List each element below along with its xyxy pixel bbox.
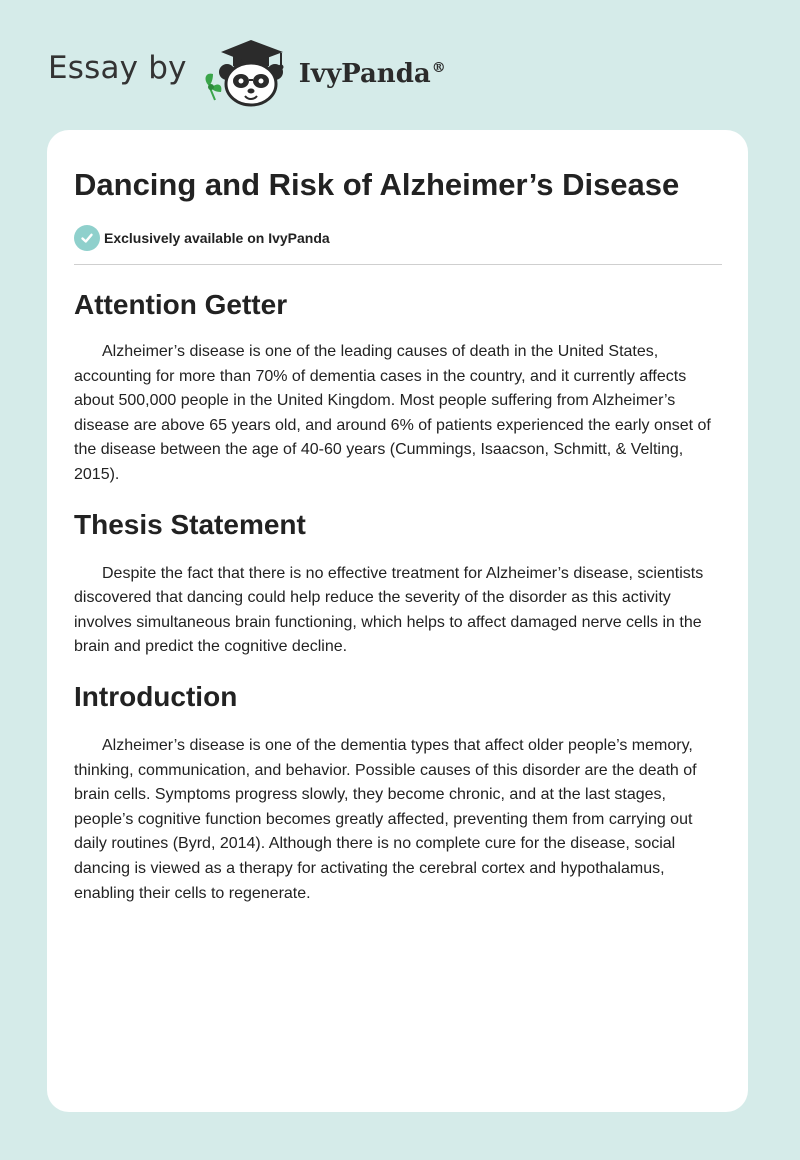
section-thesis-statement: [74, 508, 722, 660]
section-paragraph: Alzheimer’s disease is one of the dementia types that affect older people’s memory, thinking, communication, and behavior. Possible causes of this disorder are the death of brain cells. Symptoms progress slowly, they become chronic, and at the last stages, people’s cognitive function becomes greatly affected, preventing them from carrying out daily routines (Byrd, 2014). Although there is no complete cure for the disease, social dancing is viewed as a therapy for activating the cerebral cortex and hypothalamus, enabling their cells to regenerate.: [74, 736, 697, 902]
leaf-icon: [205, 74, 221, 100]
check-circle-icon: [74, 225, 100, 251]
exclusive-badge: [74, 224, 722, 252]
essay-card: [47, 130, 748, 1112]
section-paragraph: Alzheimer’s disease is one of the leading causes of death in the United States, accounting for more than 70% of dementia cases in the country, and it currently affects about 500,000 people in the United Kingdom. Most people suffering from Alzheimer’s disease are above 65 years old, and around 6% of patients experienced the early onset of the disease between the age of 40-60 years (Cummings, Isaacson, Schmitt, & Velting, 2015).: [74, 343, 711, 483]
brand-name[interactable]: IvyPanda®: [298, 59, 446, 89]
section-attention-getter: [74, 288, 722, 488]
essay-by-label: Essay by: [48, 50, 187, 86]
exclusive-badge-text: Exclusively available on IvyPanda: [104, 230, 330, 246]
essay-title: Dancing and Risk of Alzheimer’s Disease: [74, 167, 680, 202]
section-heading: Attention Getter: [74, 289, 288, 320]
section-heading: Introduction: [74, 680, 238, 712]
panda-graduate-icon[interactable]: [201, 36, 297, 108]
title-divider: [74, 264, 722, 265]
section-introduction: [74, 680, 722, 906]
site-header: [48, 36, 446, 108]
section-heading: Thesis Statement: [74, 508, 306, 540]
section-paragraph: Despite the fact that there is no effective treatment for Alzheimer’s disease, scientists discovered that dancing could help reduce the severity of the disorder as this activity involves simultaneous brain functioning, which helps to affect damaged nerve cells in the brain and predict the cognitive decline.: [74, 564, 704, 656]
